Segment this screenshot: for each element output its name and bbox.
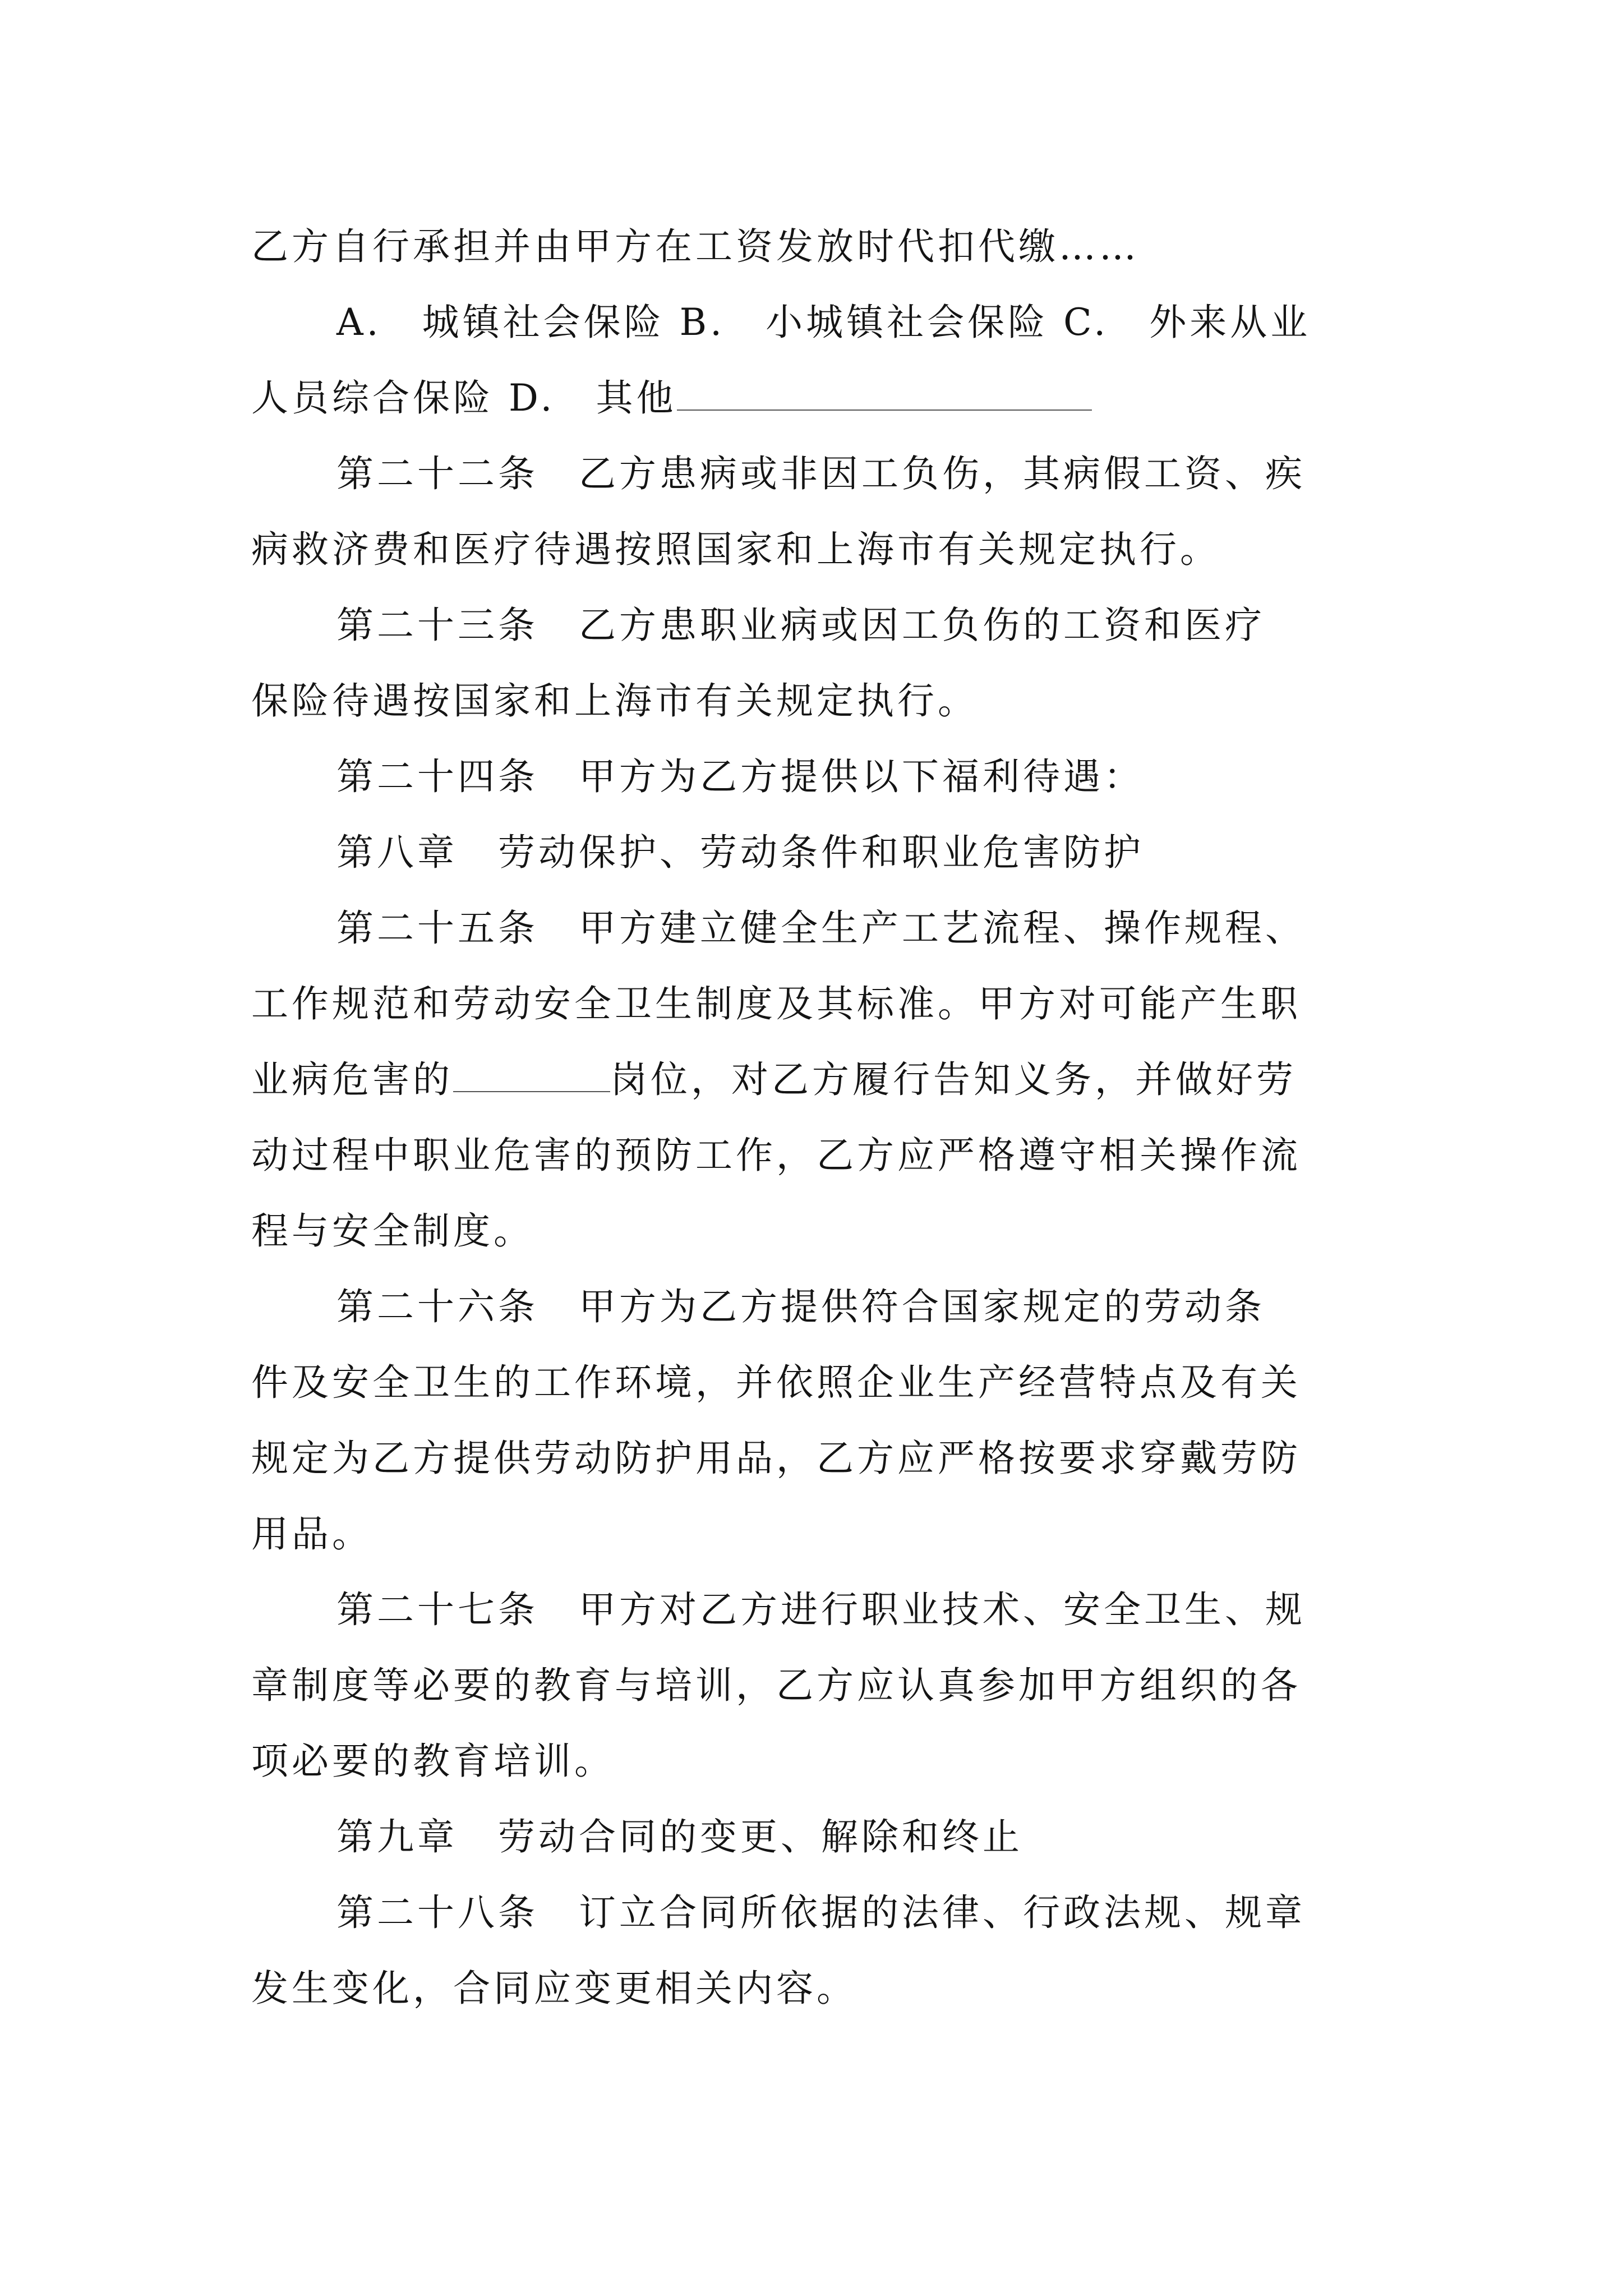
chapter-9-heading: 第九章 劳动合同的变更、解除和终止	[336, 1815, 1023, 1858]
article-26-line-continued: 件及安全卫生的工作环境，并依照企业生产经营特点及有关	[251, 1361, 1301, 1404]
paragraph-line: 乙方自行承担并由甲方在工资发放时代扣代缴……	[251, 225, 1140, 268]
other-insurance-blank[interactable]	[677, 377, 1092, 411]
article-25-line-continued: 工作规范和劳动安全卫生制度及其标准。甲方对可能产生职	[251, 982, 1301, 1025]
insurance-options-line-continued	[251, 360, 1384, 436]
article-24-line: 第二十四条 甲方为乙方提供以下福利待遇：	[336, 755, 1144, 798]
article-28-line-end: 发生变化，合同应变更相关内容。	[251, 1967, 857, 2010]
article-25-line: 第二十五条 甲方建立健全生产工艺流程、操作规程、	[336, 907, 1306, 950]
article-25-text-before-blank: 业病危害的	[251, 1058, 453, 1101]
article-27-line: 第二十七条 甲方对乙方进行职业技术、安全卫生、规	[336, 1588, 1306, 1631]
article-25-text-after-blank: 岗位，对乙方履行告知义务，并做好劳	[610, 1058, 1297, 1101]
article-23-line-continued: 保险待遇按国家和上海市有关规定执行。	[251, 679, 978, 723]
document-body	[251, 209, 1384, 2026]
article-26-line-continued: 规定为乙方提供劳动防护用品，乙方应严格按要求穿戴劳防	[251, 1437, 1301, 1480]
article-25-line-with-blank	[251, 1042, 1384, 1117]
article-27-line-continued: 章制度等必要的教育与培训，乙方应认真参加甲方组织的各	[251, 1664, 1301, 1707]
hazard-post-blank[interactable]	[453, 1059, 610, 1092]
article-22-line: 第二十二条 乙方患病或非因工负伤，其病假工资、疾	[336, 452, 1306, 495]
insurance-option-d-text: 人员综合保险 D. 其他	[251, 376, 677, 420]
article-23-line: 第二十三条 乙方患职业病或因工负伤的工资和医疗	[336, 604, 1265, 647]
article-28-line: 第二十八条 订立合同所依据的法律、行政法规、规章	[336, 1891, 1306, 1934]
article-25-line-continued: 动过程中职业危害的预防工作，乙方应严格遵守相关操作流	[251, 1134, 1301, 1177]
article-25-line-end: 程与安全制度。	[251, 1209, 534, 1253]
article-26-line: 第二十六条 甲方为乙方提供符合国家规定的劳动条	[336, 1285, 1265, 1328]
chapter-8-heading: 第八章 劳动保护、劳动条件和职业危害防护	[336, 831, 1144, 874]
article-26-line-end: 用品。	[251, 1512, 372, 1556]
article-22-line-continued: 病救济费和医疗待遇按照国家和上海市有关规定执行。	[251, 528, 1220, 571]
article-27-line-end: 项必要的教育培训。	[251, 1740, 615, 1783]
insurance-options-line: A. 城镇社会保险 B. 小城镇社会保险 C. 外来从业	[336, 301, 1311, 344]
